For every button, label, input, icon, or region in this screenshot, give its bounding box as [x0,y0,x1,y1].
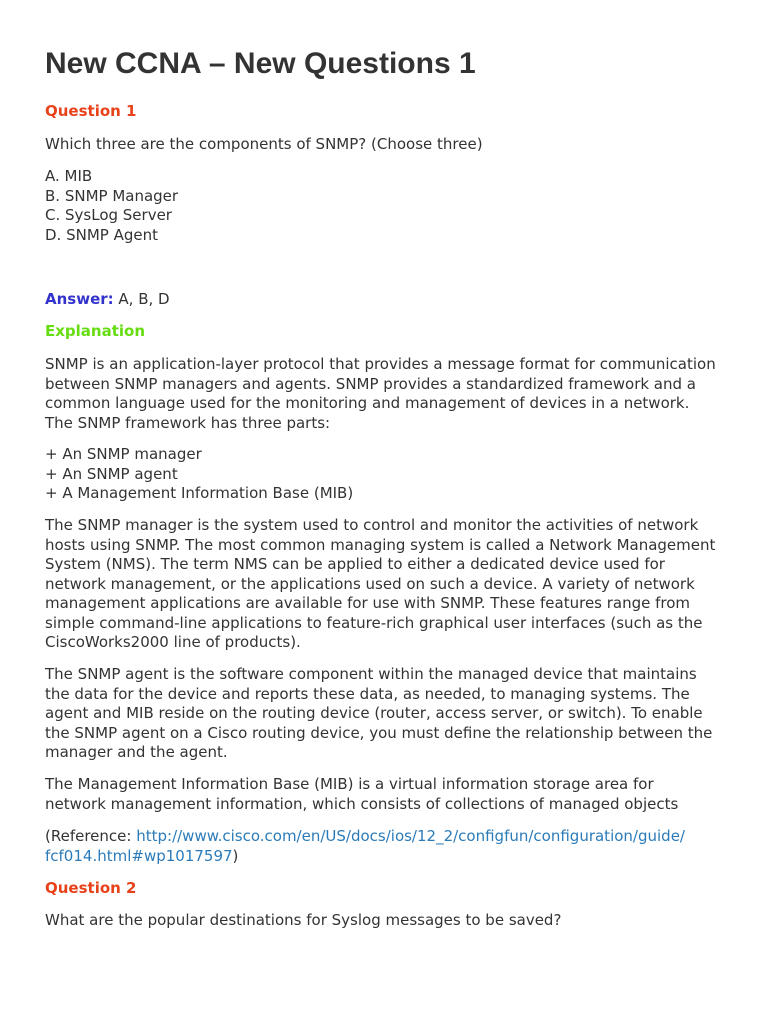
reference-link-continued[interactable]: fcf014.html#wp1017597 [45,846,233,865]
text-line: System (NMS). The term NMS can be applied to either a dedicated device used for [45,555,665,573]
text-line: The Management Information Base (MIB) is a virtual information storage area for [45,775,654,793]
option-c: C. SysLog Server [45,206,172,224]
option-b: B. SNMP Manager [45,186,179,205]
text-line: the SNMP agent on a Cisco routing device, you must define the relationship between the [45,723,713,742]
reference-prefix: (Reference: [45,827,137,845]
explanation-paragraph-2 [45,516,729,653]
reference-line-1 [45,827,729,847]
text-line: manager and the agent. [45,743,228,761]
answer-value: A, B, D [113,290,170,308]
text-line: between SNMP managers and agents. SNMP provides a standardized framework and a [45,374,696,393]
reference-suffix: ) [232,846,239,865]
list-item: + An SNMP agent [45,464,178,483]
text-line: The SNMP manager is the system used to control and monitor the activities of network [45,516,699,534]
explanation-heading: Explanation [45,322,146,340]
explanation-paragraph-1 [45,355,729,433]
explanation-paragraph-3 [45,665,729,763]
question-1-options [45,167,729,245]
text-line: network management information, which consists of collections of managed objects [45,794,679,813]
question-1-prompt: Which three are the components of SNMP? (Choose three) [45,135,483,153]
option-a: A. MIB [45,167,93,185]
text-line: hosts using SNMP. The most common managing system is called a Network Management [45,535,716,554]
text-line: CiscoWorks2000 line of products). [45,633,301,651]
list-item: + An SNMP manager [45,445,202,463]
text-line: common language used for the monitoring and management of devices in a network. [45,394,690,412]
text-line: simple command-line applications to feature-rich graphical user interfaces (such as the [45,613,703,632]
option-d: D. SNMP Agent [45,225,158,244]
text-line: management applications are available for use with SNMP. These features range from [45,594,691,612]
question-2-prompt: What are the popular destinations for Syslog messages to be saved? [45,911,562,929]
list-item: + A Management Information Base (MIB) [45,484,354,502]
reference-line-2 [45,847,729,867]
text-line: network management, or the applications used on such a device. A variety of network [45,574,695,593]
reference-link[interactable]: http://www.cisco.com/en/US/docs/ios/12_2/configfun/configuration/guide/ [136,827,685,845]
text-line: SNMP is an application-layer protocol that provides a message format for communication [45,355,716,373]
question-1-heading: Question 1 [45,102,137,120]
explanation-paragraph-4 [45,775,729,814]
reference-block [45,827,729,866]
text-line: agent and MIB reside on the routing device (router, access server, or switch). To enable [45,704,703,722]
answer-line [45,290,729,310]
answer-label: Answer: [45,290,114,308]
text-line: The SNMP agent is the software component within the managed device that maintains [45,665,697,683]
text-line: The SNMP framework has three parts: [45,413,331,432]
snmp-parts-list [45,445,729,504]
question-2-heading: Question 2 [45,879,137,897]
text-line: the data for the device and reports these data, as needed, to managing systems. The [45,684,690,703]
page-title: New CCNA – New Questions 1 [45,47,476,80]
